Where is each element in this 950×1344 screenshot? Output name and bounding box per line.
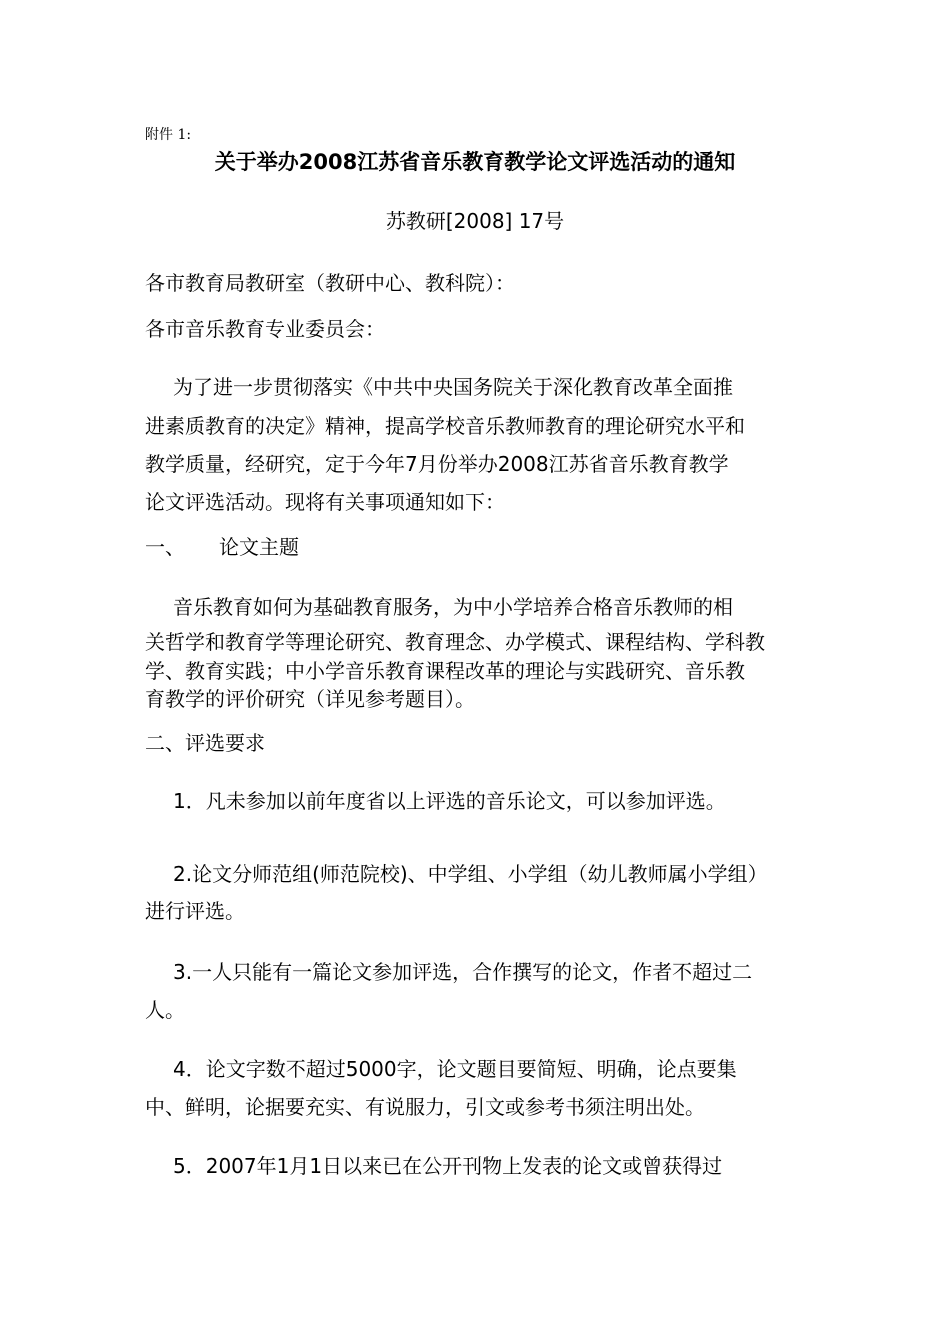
section-number: 一、	[145, 535, 185, 559]
intro-paragraph-line: 进素质教育的决定》精神，提高学校音乐教师教育的理论研究水平和	[145, 414, 745, 438]
section-paragraph-line: 学、教育实践；中小学音乐教育课程改革的理论与实践研究、音乐教	[145, 659, 745, 683]
requirement-item-line: 4．论文字数不超过5000字，论文题目要简短、明确，论点要集	[173, 1057, 737, 1081]
section-paragraph-line: 关哲学和教育学等理论研究、教育理念、办学模式、课程结构、学科教	[145, 630, 765, 654]
section-paragraph-line: 音乐教育如何为基础教育服务，为中小学培养合格音乐教师的相	[173, 595, 733, 619]
intro-paragraph-line: 教学质量，经研究，定于今年7月份举办2008江苏省音乐教育教学	[145, 452, 729, 476]
requirement-item-line: 中、鲜明，论据要充实、有说服力，引文或参考书须注明出处。	[145, 1095, 705, 1119]
requirement-item-line: 人。	[145, 998, 185, 1022]
requirement-item-line: 1．凡未参加以前年度省以上评选的音乐论文，可以参加评选。	[173, 789, 726, 813]
document-number: 苏教研[2008] 17号	[385, 209, 565, 233]
requirement-item-line: 2.论文分师范组(师范院校)、中学组、小学组（幼儿教师属小学组）	[173, 862, 768, 886]
attachment-label: 附件 1:	[145, 127, 192, 143]
section-title: 论文主题	[219, 535, 299, 559]
recipient-line: 各市音乐教育专业委员会：	[145, 317, 385, 341]
document-title: 关于举办2008江苏省音乐教育教学论文评选活动的通知	[214, 150, 736, 174]
requirement-item-line: 5．2007年1月1日以来已在公开刊物上发表的论文或曾获得过	[173, 1154, 723, 1178]
requirement-item-line: 进行评选。	[145, 899, 245, 923]
section-heading	[145, 532, 810, 562]
recipient-line: 各市教育局教研室（教研中心、教科院）：	[145, 271, 515, 295]
requirement-item-line: 3.一人只能有一篇论文参加评选，合作撰写的论文，作者不超过二	[173, 960, 753, 984]
section-paragraph-line: 育教学的评价研究（详见参考题目）。	[145, 687, 475, 711]
section-heading: 二、评选要求	[145, 731, 265, 755]
intro-paragraph-line: 为了进一步贯彻落实《中共中央国务院关于深化教育改革全面推	[173, 375, 733, 399]
intro-paragraph-line: 论文评选活动。现将有关事项通知如下：	[145, 490, 505, 514]
